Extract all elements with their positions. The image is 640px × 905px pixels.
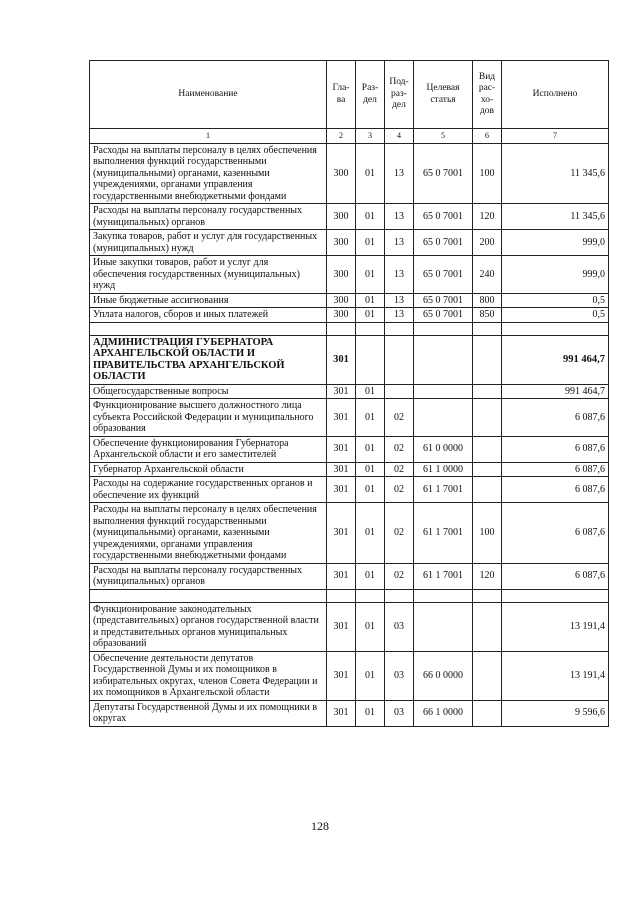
cell-name: АДМИНИСТРАЦИЯ ГУБЕРНАТОРА АРХАНГЕЛЬСКОЙ ОБЛАСТИ И ПРАВИТЕЛЬСТВА АРХАНГЕЛЬСКОЙ ОБЛАСТИ (90, 335, 327, 384)
cell-name: Обеспечение деятельности депутатов Государственной Думы и их помощников в избирательных округах, членов Совета Федерации и их помощников в Архангельской области (90, 651, 327, 700)
cell-podrazdel: 02 (385, 399, 414, 437)
cell-amount: 13 191,4 (502, 651, 609, 700)
cell-name: Губернатор Архангельской области (90, 462, 327, 477)
empty-cell (356, 589, 385, 602)
column-number: 1 (90, 129, 327, 144)
page-number: 128 (311, 819, 329, 833)
cell-vid (473, 384, 502, 399)
empty-cell (502, 322, 609, 335)
empty-cell (414, 589, 473, 602)
cell-podrazdel: 02 (385, 503, 414, 564)
cell-name: Расходы на выплаты персоналу в целях обеспечения выполнения функций государственными (муниципальными) органами, казенными учреждениями, органами управления государственными внебюджетными фондами (90, 143, 327, 204)
table-row (90, 384, 609, 399)
cell-statya: 65 0 7001 (414, 293, 473, 308)
column-number: 3 (356, 129, 385, 144)
cell-statya: 61 1 7001 (414, 503, 473, 564)
cell-podrazdel: 13 (385, 230, 414, 256)
cell-glava: 300 (327, 230, 356, 256)
header-podrazdel: Под-раз-дел (385, 61, 414, 129)
table-row (90, 204, 609, 230)
header-razdel: Раз-дел (356, 61, 385, 129)
empty-cell (90, 322, 327, 335)
cell-statya: 65 0 7001 (414, 143, 473, 204)
cell-statya: 65 0 7001 (414, 230, 473, 256)
cell-amount: 0,5 (502, 308, 609, 323)
cell-amount: 999,0 (502, 230, 609, 256)
column-number: 4 (385, 129, 414, 144)
empty-cell (385, 589, 414, 602)
cell-vid: 100 (473, 143, 502, 204)
empty-cell (356, 322, 385, 335)
cell-glava: 301 (327, 384, 356, 399)
cell-amount: 6 087,6 (502, 503, 609, 564)
table-row (90, 308, 609, 323)
cell-name: Общегосударственные вопросы (90, 384, 327, 399)
cell-razdel: 01 (356, 700, 385, 726)
cell-amount: 11 345,6 (502, 143, 609, 204)
cell-podrazdel (385, 335, 414, 384)
cell-vid: 120 (473, 563, 502, 589)
table-row (90, 462, 609, 477)
cell-amount: 9 596,6 (502, 700, 609, 726)
table-row (90, 503, 609, 564)
cell-name: Иные бюджетные ассигнования (90, 293, 327, 308)
cell-vid: 100 (473, 503, 502, 564)
cell-statya: 65 0 7001 (414, 308, 473, 323)
cell-razdel: 01 (356, 230, 385, 256)
cell-glava: 300 (327, 143, 356, 204)
cell-glava: 301 (327, 602, 356, 651)
cell-name: Расходы на содержание государственных органов и обеспечение их функций (90, 477, 327, 503)
cell-statya: 61 1 7001 (414, 563, 473, 589)
cell-vid (473, 436, 502, 462)
cell-vid (473, 462, 502, 477)
cell-amount: 13 191,4 (502, 602, 609, 651)
cell-amount: 11 345,6 (502, 204, 609, 230)
cell-amount: 991 464,7 (502, 384, 609, 399)
cell-amount: 0,5 (502, 293, 609, 308)
cell-glava: 301 (327, 477, 356, 503)
column-number-row (90, 129, 609, 144)
table-row (90, 651, 609, 700)
cell-statya: 66 0 0000 (414, 651, 473, 700)
cell-razdel (356, 335, 385, 384)
empty-cell (385, 322, 414, 335)
cell-vid (473, 477, 502, 503)
cell-vid (473, 700, 502, 726)
cell-razdel: 01 (356, 308, 385, 323)
cell-vid: 800 (473, 293, 502, 308)
cell-glava: 300 (327, 293, 356, 308)
cell-name: Расходы на выплаты персоналу в целях обеспечения выполнения функций государственными (муниципальными) органами, казенными учреждениями, органами управления государственными внебюджетными фондами (90, 503, 327, 564)
cell-statya: 61 1 7001 (414, 477, 473, 503)
table-row (90, 230, 609, 256)
budget-table (89, 60, 609, 727)
empty-cell (327, 322, 356, 335)
empty-cell (414, 322, 473, 335)
cell-podrazdel: 13 (385, 308, 414, 323)
cell-vid: 200 (473, 230, 502, 256)
cell-razdel: 01 (356, 436, 385, 462)
cell-statya (414, 602, 473, 651)
empty-cell (473, 322, 502, 335)
cell-vid (473, 399, 502, 437)
table-row (90, 143, 609, 204)
table-row (90, 563, 609, 589)
section-header-row (90, 335, 609, 384)
cell-razdel: 01 (356, 143, 385, 204)
column-number: 2 (327, 129, 356, 144)
cell-razdel: 01 (356, 256, 385, 294)
cell-statya: 65 0 7001 (414, 256, 473, 294)
header-ispolneno: Исполнено (502, 61, 609, 129)
table-body (90, 143, 609, 726)
cell-glava: 301 (327, 335, 356, 384)
table-row (90, 477, 609, 503)
cell-glava: 301 (327, 563, 356, 589)
cell-amount: 6 087,6 (502, 462, 609, 477)
table-header-row (90, 61, 609, 129)
cell-podrazdel: 02 (385, 462, 414, 477)
cell-statya: 65 0 7001 (414, 204, 473, 230)
header-statya: Целевая статья (414, 61, 473, 129)
cell-amount: 6 087,6 (502, 436, 609, 462)
cell-statya (414, 399, 473, 437)
spacer-row (90, 322, 609, 335)
empty-cell (327, 589, 356, 602)
cell-name: Обеспечение функционирования Губернатора Архангельской области и его заместителей (90, 436, 327, 462)
cell-glava: 300 (327, 308, 356, 323)
cell-razdel: 01 (356, 293, 385, 308)
column-number: 5 (414, 129, 473, 144)
cell-podrazdel: 13 (385, 293, 414, 308)
cell-vid (473, 602, 502, 651)
cell-statya (414, 384, 473, 399)
cell-vid: 240 (473, 256, 502, 294)
empty-cell (502, 589, 609, 602)
cell-razdel: 01 (356, 602, 385, 651)
cell-vid: 850 (473, 308, 502, 323)
table-row (90, 256, 609, 294)
column-number: 7 (502, 129, 609, 144)
header-vid: Вид рас-хо-дов (473, 61, 502, 129)
cell-glava: 301 (327, 651, 356, 700)
cell-podrazdel: 03 (385, 700, 414, 726)
cell-name: Депутаты Государственной Думы и их помощники в округах (90, 700, 327, 726)
cell-name: Расходы на выплаты персоналу государственных (муниципальных) органов (90, 204, 327, 230)
cell-razdel: 01 (356, 399, 385, 437)
cell-podrazdel: 13 (385, 143, 414, 204)
cell-glava: 300 (327, 204, 356, 230)
cell-name: Функционирование высшего должностного лица субъекта Российской Федерации и муниципального образования (90, 399, 327, 437)
cell-razdel: 01 (356, 204, 385, 230)
cell-glava: 301 (327, 700, 356, 726)
cell-statya (414, 335, 473, 384)
cell-vid (473, 651, 502, 700)
cell-name: Расходы на выплаты персоналу государственных (муниципальных) органов (90, 563, 327, 589)
cell-razdel: 01 (356, 477, 385, 503)
empty-cell (90, 589, 327, 602)
cell-podrazdel: 02 (385, 436, 414, 462)
cell-statya: 61 0 0000 (414, 436, 473, 462)
cell-amount: 6 087,6 (502, 563, 609, 589)
column-number: 6 (473, 129, 502, 144)
cell-podrazdel: 13 (385, 204, 414, 230)
cell-razdel: 01 (356, 503, 385, 564)
cell-podrazdel: 03 (385, 651, 414, 700)
cell-statya: 66 1 0000 (414, 700, 473, 726)
cell-glava: 301 (327, 436, 356, 462)
table-row (90, 293, 609, 308)
cell-razdel: 01 (356, 651, 385, 700)
cell-name: Закупка товаров, работ и услуг для государственных (муниципальных) нужд (90, 230, 327, 256)
cell-vid: 120 (473, 204, 502, 230)
cell-podrazdel: 02 (385, 563, 414, 589)
cell-name: Уплата налогов, сборов и иных платежей (90, 308, 327, 323)
cell-amount: 6 087,6 (502, 477, 609, 503)
table-row (90, 399, 609, 437)
cell-name: Иные закупки товаров, работ и услуг для обеспечения государственных (муниципальных) нужд (90, 256, 327, 294)
cell-glava: 300 (327, 256, 356, 294)
header-glava: Гла-ва (327, 61, 356, 129)
cell-glava: 301 (327, 462, 356, 477)
cell-statya: 61 1 0000 (414, 462, 473, 477)
cell-amount: 991 464,7 (502, 335, 609, 384)
cell-glava: 301 (327, 399, 356, 437)
cell-name: Функционирование законодательных (представительных) органов государственной власти и представительных органов муниципальных образований (90, 602, 327, 651)
table-row (90, 602, 609, 651)
cell-razdel: 01 (356, 384, 385, 399)
cell-razdel: 01 (356, 563, 385, 589)
cell-amount: 999,0 (502, 256, 609, 294)
cell-podrazdel (385, 384, 414, 399)
cell-podrazdel: 03 (385, 602, 414, 651)
cell-razdel: 01 (356, 462, 385, 477)
table-row (90, 436, 609, 462)
cell-vid (473, 335, 502, 384)
table-row (90, 700, 609, 726)
cell-glava: 301 (327, 503, 356, 564)
cell-amount: 6 087,6 (502, 399, 609, 437)
spacer-row (90, 589, 609, 602)
cell-podrazdel: 02 (385, 477, 414, 503)
cell-podrazdel: 13 (385, 256, 414, 294)
header-name: Наименование (90, 61, 327, 129)
empty-cell (473, 589, 502, 602)
